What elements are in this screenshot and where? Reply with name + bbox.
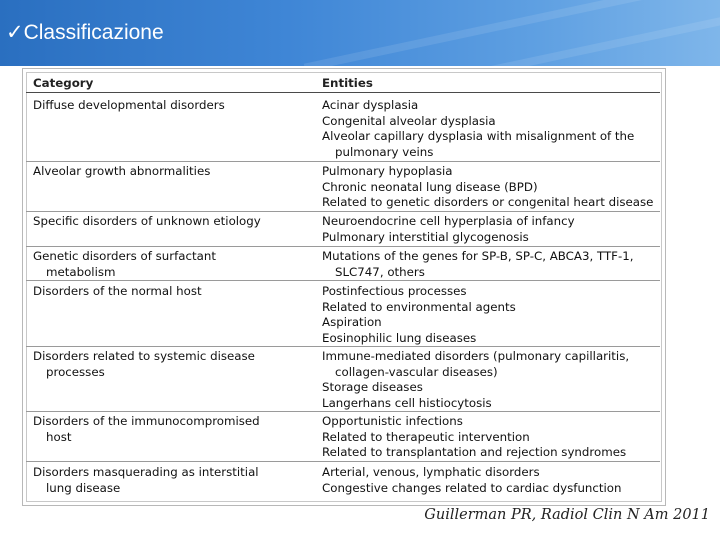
entity-line: Neuroendocrine cell hyperplasia of infancy [322, 214, 575, 228]
header-bar [0, 0, 720, 66]
entity-line: Mutations of the genes for SP-B, SP-C, ABCA3, TTF-1, [322, 249, 634, 263]
entity-line: Related to genetic disorders or congenital heart disease [322, 195, 654, 209]
entity-line: Pulmonary hypoplasia [322, 164, 453, 178]
table-row [26, 164, 660, 212]
entity-line: Opportunistic infections [322, 414, 463, 428]
category-line: Genetic disorders of surfactant [33, 249, 216, 263]
category-line: processes [46, 364, 105, 379]
entity-line: Congestive changes related to cardiac dysfunction [322, 480, 622, 495]
category-cell [33, 349, 255, 380]
entities-cell [322, 164, 653, 211]
entity-line: Congenital alveolar dysplasia [322, 113, 496, 128]
entities-cell [322, 465, 622, 496]
table-row [26, 349, 660, 412]
category-line: Disorders of the normal host [33, 284, 202, 298]
slide-title: ✓Classificazione [6, 21, 164, 44]
entity-line: Immune-mediated disorders (pulmonary capillaritis, [322, 349, 630, 363]
entity-line: Langerhans cell histiocytosis [322, 395, 492, 410]
entities-cell [322, 349, 629, 411]
category-line: Specific disorders of unknown etiology [33, 214, 261, 228]
entities-cell [322, 414, 626, 461]
category-line: metabolism [46, 264, 116, 279]
entity-line: pulmonary veins [335, 144, 434, 159]
entity-line: Pulmonary interstitial glycogenosis [322, 229, 529, 244]
entity-line: Postinfectious processes [322, 284, 467, 298]
entities-cell [322, 214, 575, 245]
table-row [26, 284, 660, 347]
category-line: Disorders of the immunocompromised [33, 414, 260, 428]
entity-line: Arterial, venous, lymphatic disorders [322, 465, 540, 479]
table-row [26, 414, 660, 462]
header-category: Category [33, 76, 94, 90]
entity-line: collagen-vascular diseases) [335, 364, 498, 379]
category-cell [33, 164, 210, 180]
category-cell [33, 284, 202, 300]
entity-line: Related to transplantation and rejection syndromes [322, 445, 627, 459]
category-line: Disorders masquerading as interstitial [33, 465, 259, 479]
entities-cell [322, 98, 634, 160]
category-line: host [46, 429, 72, 444]
entity-line: Chronic neonatal lung disease (BPD) [322, 179, 538, 194]
table-row [26, 249, 660, 281]
citation: Guillerman PR, Radiol Clin N Am 2011 [424, 507, 710, 523]
category-line: Alveolar growth abnormalities [33, 164, 211, 178]
header-entities: Entities [322, 76, 373, 90]
entity-line: Aspiration [322, 315, 382, 329]
entities-cell [322, 249, 633, 280]
entity-line: Alveolar capillary dysplasia with misalignment of the [322, 129, 635, 143]
category-line: Diffuse developmental disorders [33, 98, 225, 112]
category-line: lung disease [46, 480, 121, 495]
category-line: Disorders related to systemic disease [33, 349, 255, 363]
table-row [26, 214, 660, 247]
entity-line: Acinar dysplasia [322, 98, 419, 112]
category-cell [33, 214, 261, 230]
entity-line: SLC747, others [335, 264, 425, 279]
entity-line: Storage diseases [322, 380, 423, 394]
category-cell [33, 249, 216, 280]
entity-line: Related to therapeutic intervention [322, 429, 530, 444]
entities-cell [322, 284, 516, 346]
entity-line: Related to environmental agents [322, 299, 516, 314]
category-cell [33, 98, 225, 114]
category-cell [33, 465, 259, 496]
entity-line: Eosinophilic lung diseases [322, 330, 477, 345]
table-header-row [26, 76, 660, 93]
category-cell [33, 414, 260, 445]
table-row [26, 98, 660, 162]
table-row [26, 465, 660, 497]
